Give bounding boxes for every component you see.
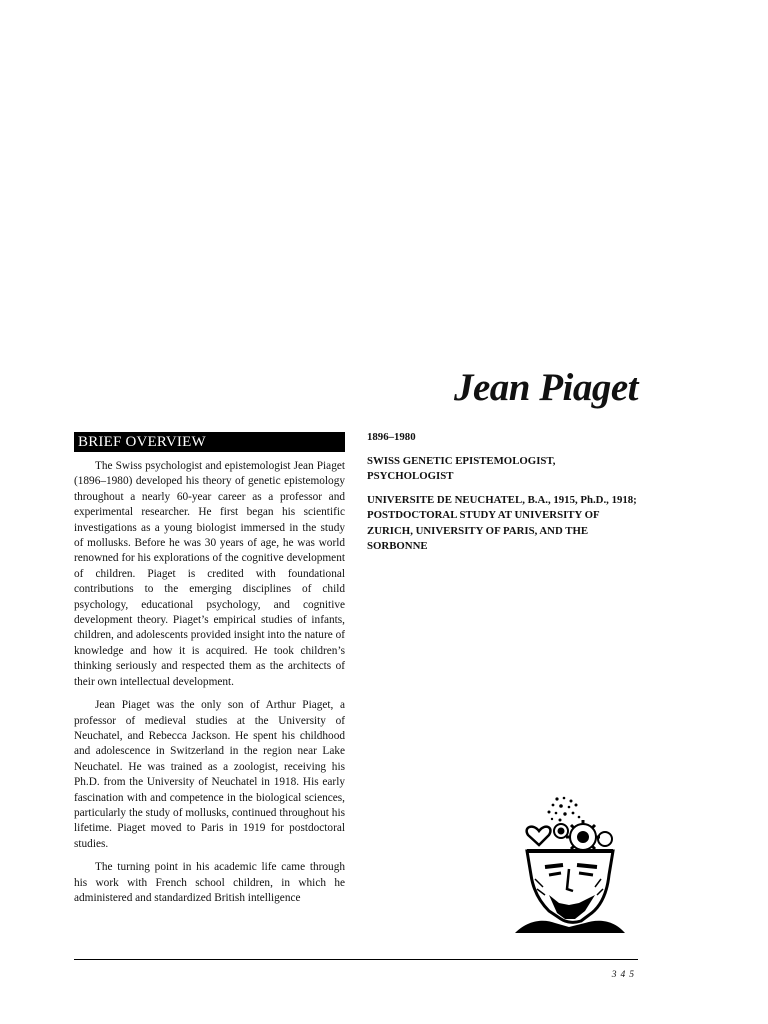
section-header-brief-overview: BRIEF OVERVIEW	[74, 432, 345, 452]
thinking-head-with-gears-icon	[509, 795, 629, 935]
profession: SWISS GENETIC EPISTEMOLOGIST, PSYCHOLOGIST	[367, 454, 556, 482]
life-years: 1896–1980	[367, 431, 416, 443]
bottom-divider	[74, 959, 638, 960]
overview-column	[74, 432, 345, 914]
overview-paragraph-2: Jean Piaget was the only son of Arthur Piaget, a professor of medieval studies at the University of Neuchatel, and Rebecca Jackson. He spent his childhood and adolescence in Switzerland in the region near Lake Neuchatel. He was trained as a zoologist, receiving his Ph.D. from the University of Neuchatel in 1918. His early fascination with and competence in the biological sciences, particularly the study of mollusks, continued throughout his lifetime. Piaget moved to Paris in 1919 for postdoctoral studies.	[74, 699, 345, 850]
biographical-info	[367, 430, 642, 563]
education: UNIVERSITE DE NEUCHATEL, B.A., 1915, Ph.D., 1918; POSTDOCTORAL STUDY AT UNIVERSITY OF ZURICH, UNIVERSITY OF PARIS, AND THE SORBONNE	[367, 493, 637, 552]
page-number: 345	[611, 970, 638, 980]
overview-paragraph-3: The turning point in his academic life came through his work with French school children, in which he administered and standardized British intelligence	[74, 861, 345, 904]
overview-paragraph-1: The Swiss psychologist and epistemologist Jean Piaget (1896–1980) developed his theory of genetic epistemology throughout a nearly 60-year career as a professor and experimental researcher. He first began his scientific investigations as a young biologist immersed in the study of mollusks. Before he was 30 years of age, he was world renowned for his explorations of the cognitive development of children. Piaget is credited with foundational contributions to the emerging disciplines of child psychology, educational psychology, and cognitive development theory. Piaget’s empirical studies of infants, children, and adolescents provided insight into the nature of knowledge and how it is acquired. He took children’s thinking seriously and respected them as the architects of their own intellectual development.	[74, 460, 345, 688]
page-title: Jean Piaget	[453, 366, 638, 409]
